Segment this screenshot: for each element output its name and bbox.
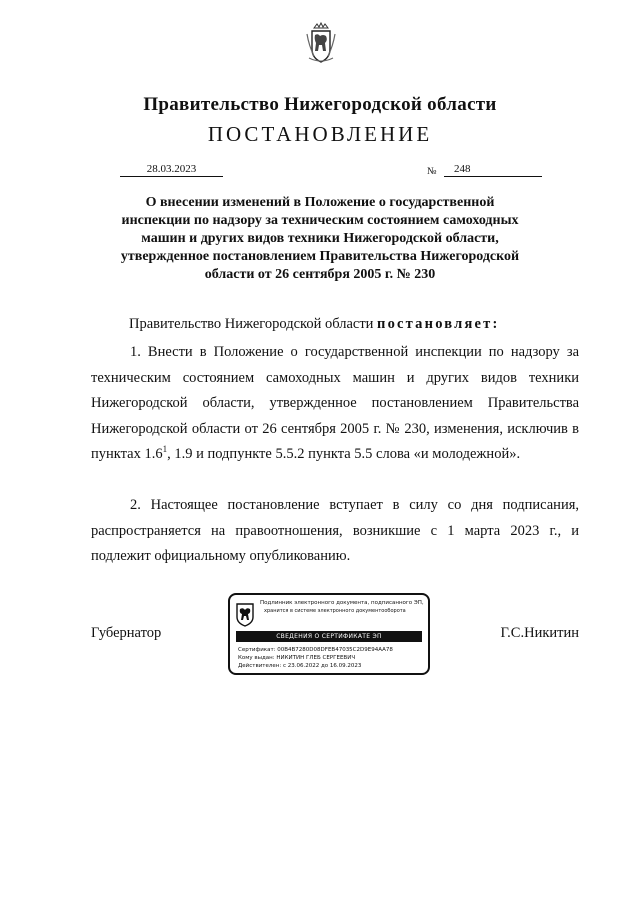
paragraph-1-tail: , 1.9 и подпункте 5.5.2 пункта 5.5 слова «и молодежной». <box>167 446 521 463</box>
e-signature-stamp <box>228 593 430 675</box>
number-sign: № <box>427 166 437 177</box>
footnote-superscript: 1 <box>162 444 168 455</box>
coat-of-arms-icon <box>305 22 337 64</box>
paragraph-1 <box>91 340 579 468</box>
document-type: ПОСТАНОВЛЕНИЕ <box>207 122 433 146</box>
document-date: 28.03.2023 <box>120 163 223 177</box>
stamp-line-2: хранится в системе электронного документооборота <box>264 608 406 614</box>
document-number: 248 <box>444 163 542 177</box>
stamp-header-bar: СВЕДЕНИЯ О СЕРТИФИКАТЕ ЭП <box>236 631 422 642</box>
emblem-icon <box>235 601 255 627</box>
paragraph-1-text: 1. Внести в Положение о государственной инспекции по надзору за техническим состоянием самоходных машин и других видов техники Нижегородской области, утвержденное постановлением Правительства Нижегородской области от 26 сентября 2005 г. № 230, изменения, исключив в пунктах 1.6 <box>91 344 579 463</box>
preamble <box>129 316 500 333</box>
preamble-text: Правительство Нижегородской области <box>129 316 374 332</box>
signatory-title: Губернатор <box>91 625 162 641</box>
stamp-line-1: Подлинник электронного документа, подписанного ЭП, <box>260 600 424 606</box>
document-subject: О внесении изменений в Положение о государственной инспекции по надзору за техническим состоянием самоходных машин и других видов техники Нижегородской области, утвержденное постановлением Правительства Нижегородской области от 26 сентября 2005 г. № 230 <box>120 195 520 282</box>
organization-title: Правительство Нижегородской области <box>143 94 497 115</box>
stamp-owner: Кому выдан: НИКИТИН ГЛЕБ СЕРГЕЕВИЧ <box>238 655 356 661</box>
paragraph-2: 2. Настоящее постановление вступает в силу со дня подписания, распространяется на правоотношения, возникшие с 1 марта 2023 г., и подлежит официальному опубликованию. <box>91 497 579 565</box>
preamble-action: постановляет: <box>377 316 500 332</box>
stamp-certificate: Сертификат: 00B4B7280D08DFEB47035C2D9E94AA78 <box>238 647 393 653</box>
signatory-name: Г.С.Никитин <box>500 625 579 641</box>
stamp-validity: Действителен: с 23.06.2022 до 16.09.2023 <box>238 663 362 669</box>
